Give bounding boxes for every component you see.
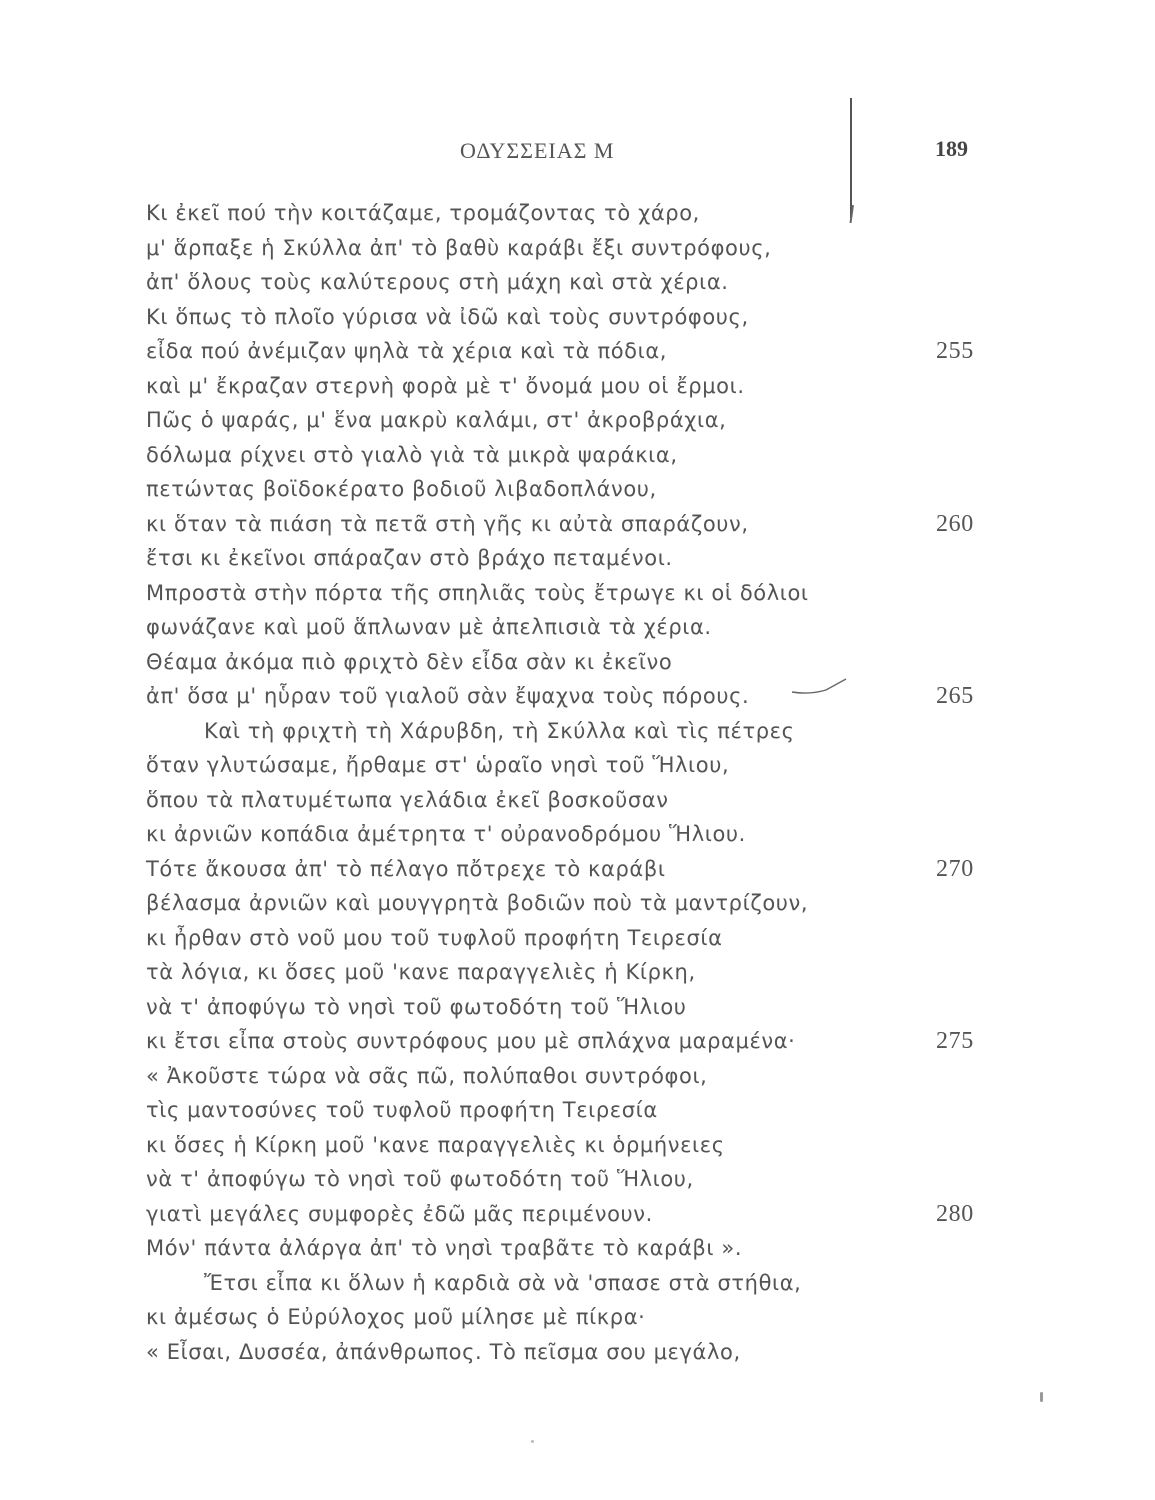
- poem-line-text: κι ἔτσι εἶπα στοὺς συντρόφους μου μὲ σπλάχνα μαραμένα·: [146, 1029, 796, 1053]
- poem-line: [146, 334, 1006, 369]
- poem-line: [146, 990, 1006, 1025]
- poem-line-text: Πῶς ὁ ψαράς, μ' ἕνα μακρὺ καλάμι, στ' ἀκροβράχια,: [146, 408, 727, 432]
- poem-line: [146, 1093, 1006, 1128]
- poem-line-text: « Ἀκοῦστε τώρα νὰ σᾶς πῶ, πολύπαθοι συντρόφοι,: [146, 1063, 708, 1088]
- poem-line-text: μ' ἅρπαξε ἡ Σκύλλα ἀπ' τὸ βαθὺ καράβι ἔξι συντρόφους,: [146, 235, 772, 260]
- poem-line: [146, 541, 1006, 576]
- poem-line: [146, 783, 1006, 818]
- poem-line-text: ὅπου τὰ πλατυμέτωπα γελάδια ἐκεῖ βοσκοῦσαν: [146, 787, 669, 812]
- poem-line: [146, 1231, 1006, 1266]
- poem-line: [146, 817, 1006, 852]
- scan-mark: [1040, 1392, 1043, 1402]
- poem-line-text: τὶς μαντοσύνες τοῦ τυφλοῦ προφήτη Τειρεσία: [146, 1098, 658, 1122]
- poem-line: [146, 921, 1006, 956]
- poem-line: [146, 403, 1006, 438]
- poem-line-text: Ἔτσι εἶπα κι ὅλων ἡ καρδιὰ σὰ νὰ 'σπασε στὰ στήθια,: [204, 1270, 802, 1295]
- poem-line: [146, 1197, 1006, 1232]
- poem-line-text: νὰ τ' ἀποφύγω τὸ νησὶ τοῦ φωτοδότη τοῦ Ἥλιου,: [146, 1167, 694, 1191]
- line-number: 255: [936, 338, 974, 364]
- poem-line-text: πετώντας βοϊδοκέρατο βοδιοῦ λιβαδοπλάνου,: [146, 477, 657, 501]
- poem-line: [146, 507, 1006, 542]
- running-header-title: ΟΔΥΣΣΕΙΑΣ Μ: [460, 138, 615, 163]
- poem-line: [146, 955, 1006, 990]
- poem-line-text: ἔτσι κι ἐκεῖνοι σπάραζαν στὸ βράχο πεταμένοι.: [146, 546, 673, 570]
- poem-line: [146, 1128, 1006, 1163]
- poem-line: [146, 472, 1006, 507]
- poem-line-text: νὰ τ' ἀποφύγω τὸ νησὶ τοῦ φωτοδότη τοῦ Ἥλιου: [146, 994, 687, 1019]
- poem-line-text: φωνάζανε καὶ μοῦ ἅπλωναν μὲ ἀπελπισιὰ τὰ χέρια.: [146, 615, 712, 639]
- poem-line: [146, 679, 1006, 714]
- poem-line-text: Μόν' πάντα ἀλάργα ἀπ' τὸ νησὶ τραβᾶτε τὸ καράβι ».: [146, 1236, 743, 1260]
- poem-line: [146, 1300, 1006, 1335]
- poem-line-text: ἀπ' ὅσα μ' ηὗραν τοῦ γιαλοῦ σὰν ἔψαχνα τοὺς πόρους.: [146, 684, 750, 708]
- poem-line-text: τὰ λόγια, κι ὅσες μοῦ 'κανε παραγγελιὲς ἡ Κίρκη,: [146, 960, 696, 984]
- poem-line: [146, 1335, 1006, 1370]
- poem-line-text: Κι ἐκεῖ πού τὴν κοιτάζαμε, τρομάζοντας τὸ χάρο,: [146, 201, 700, 225]
- page-number: 189: [935, 136, 968, 161]
- line-number: 270: [936, 855, 974, 882]
- poem-line: [146, 714, 1006, 749]
- poem-line: [146, 576, 1006, 611]
- line-number: 280: [936, 1200, 974, 1227]
- poem-line: [146, 438, 1006, 473]
- poem-line-text: Μπροστὰ στὴν πόρτα τῆς σπηλιᾶς τοὺς ἔτρωγε κι οἱ δόλιοι: [146, 580, 809, 605]
- poem-line-text: δόλωμα ρίχνει στὸ γιαλὸ γιὰ τὰ μικρὰ ψαράκια,: [146, 442, 678, 467]
- poem-line: [146, 852, 1006, 887]
- poem-line-text: ἀπ' ὅλους τοὺς καλύτερους στὴ μάχη καὶ στὰ χέρια.: [146, 270, 729, 294]
- line-number: 275: [936, 1028, 974, 1054]
- poem-line-text: Θέαμα ἀκόμα πιὸ φριχτὸ δὲν εἶδα σὰν κι ἐκεῖνο: [146, 649, 673, 674]
- poem-line-text: εἶδα πού ἀνέμιζαν ψηλὰ τὰ χέρια καὶ τὰ πόδια,: [146, 339, 668, 363]
- poem-line: [146, 265, 1006, 300]
- poem-line: [146, 196, 1006, 231]
- poem-line: [146, 645, 1006, 680]
- poem-line-text: Τότε ἄκουσα ἀπ' τὸ πέλαγο πὄτρεχε τὸ καράβι: [146, 856, 666, 881]
- poem-line: [146, 1266, 1006, 1301]
- poem-line: [146, 1024, 1006, 1059]
- scan-dot: [531, 1440, 534, 1443]
- poem-line-text: κι ἀμέσως ὁ Εὐρύλοχος μοῦ μίλησε μὲ πίκρα·: [146, 1305, 646, 1329]
- poem-line-text: κι ὅταν τὰ πιάση τὰ πετᾶ στὴ γῆς κι αὐτὰ σπαράζουν,: [146, 511, 749, 536]
- poem-line: [146, 300, 1006, 335]
- poem-line-text: κι ἦρθαν στὸ νοῦ μου τοῦ τυφλοῦ προφήτη Τειρεσία: [146, 925, 723, 950]
- poem-line-text: Κι ὅπως τὸ πλοῖο γύρισα νὰ ἰδῶ καὶ τοὺς συντρόφους,: [146, 304, 749, 329]
- poem-line-text: κι ἀρνιῶν κοπάδια ἀμέτρητα τ' οὐρανοδρόμου Ἥλιου.: [146, 822, 746, 846]
- line-number: 265: [936, 683, 974, 709]
- poem-line: [146, 886, 1006, 921]
- poem-line: [146, 231, 1006, 266]
- poem-line: [146, 369, 1006, 404]
- poem-line: [146, 748, 1006, 783]
- poem-line-text: καὶ μ' ἔκραζαν στερνὴ φορὰ μὲ τ' ὄνομά μου οἱ ἔρμοι.: [146, 373, 745, 398]
- poem-line-text: βέλασμα ἀρνιῶν καὶ μουγγρητὰ βοδιῶν ποὺ τὰ μαντρίζουν,: [146, 891, 809, 915]
- poem-line-text: γιατὶ μεγάλες συμφορὲς ἐδῶ μᾶς περιμένουν.: [146, 1201, 653, 1226]
- line-number: 260: [936, 510, 974, 537]
- poem-line-text: ὅταν γλυτώσαμε, ἤρθαμε στ' ὡραῖο νησὶ τοῦ Ἥλιου,: [146, 753, 730, 777]
- poem-line: [146, 610, 1006, 645]
- poem-line-text: « Εἶσαι, Δυσσέα, ἀπάνθρωπος. Τὸ πεῖσμα σου μεγάλο,: [146, 1339, 741, 1364]
- poem-line: [146, 1162, 1006, 1197]
- poem-text: [146, 196, 1006, 1369]
- poem-line: [146, 1059, 1006, 1094]
- poem-line-text: κι ὅσες ἡ Κίρκη μοῦ 'κανε παραγγελιὲς κι ὁρμήνειες: [146, 1132, 725, 1157]
- pencil-underline-mark: [790, 676, 850, 696]
- poem-line-text: Καὶ τὴ φριχτὴ τὴ Χάρυβδη, τὴ Σκύλλα καὶ τὶς πέτρες: [204, 718, 795, 743]
